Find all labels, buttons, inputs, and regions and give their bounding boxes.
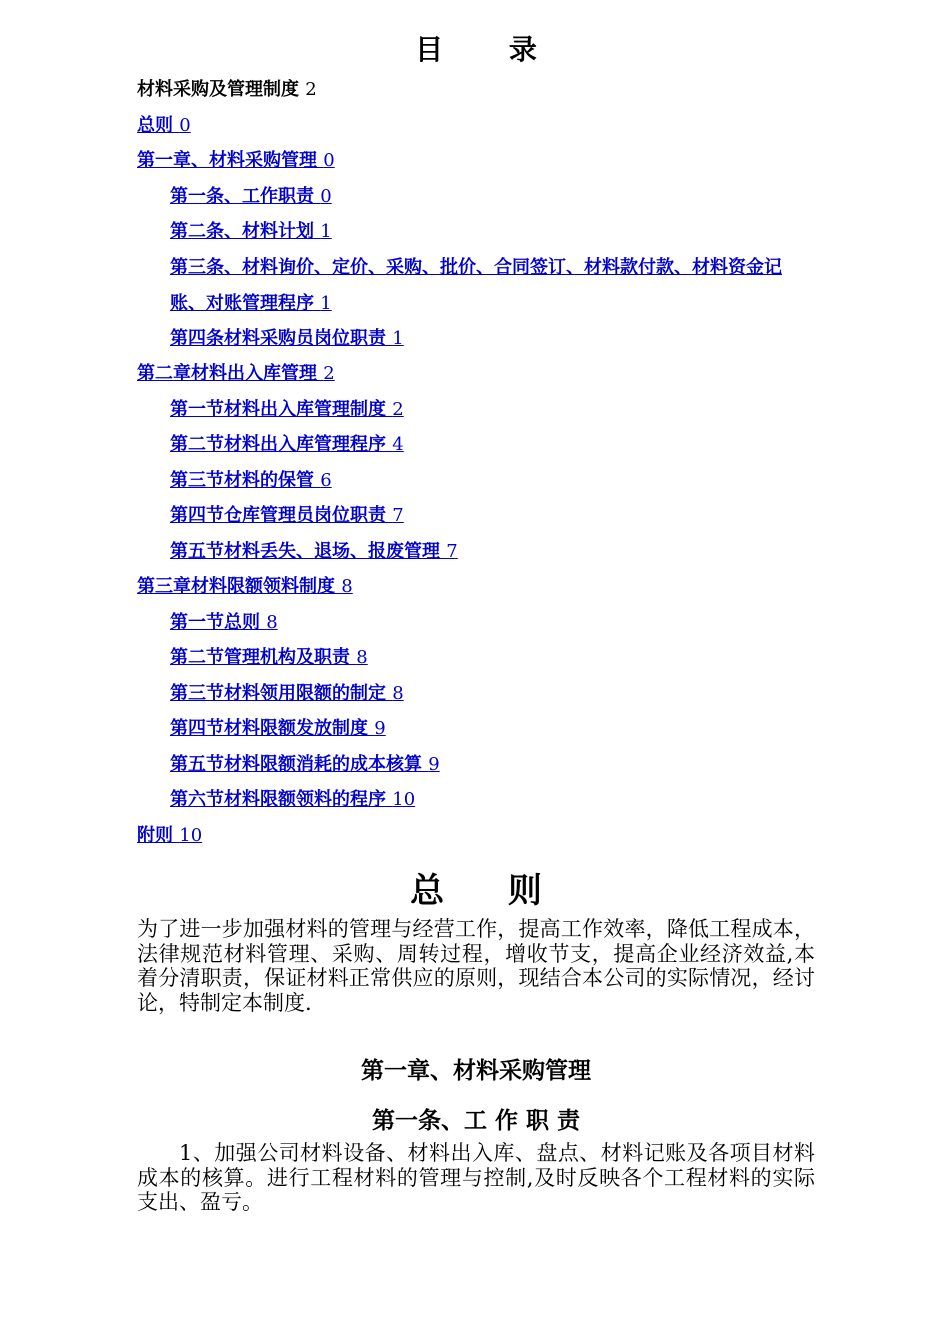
toc-link[interactable] [170, 221, 332, 242]
toc-item[interactable] [137, 250, 815, 321]
toc-item-label: 第一条、工作职责 [170, 185, 314, 207]
toc-link[interactable] [170, 505, 404, 526]
document-page [137, 28, 815, 1215]
toc-item[interactable] [137, 640, 815, 676]
toc-item[interactable] [137, 676, 815, 712]
chapter1-title: 第一章、材料采购管理 [361, 1057, 591, 1084]
toc-item-label: 第一节总则 [170, 611, 260, 633]
toc-text [137, 79, 317, 100]
toc-item-label: 材料采购及管理制度 [137, 79, 299, 100]
article1-paragraph: 1、加强公司材料设备、材料出入库、盘点、材料记账及各项目材料成本的核算。进行工程材料的管理与控制,及时反映各个工程材料的实际支出、盈亏。 [137, 1141, 815, 1214]
toc-item[interactable] [137, 569, 815, 605]
toc-link[interactable] [170, 541, 458, 562]
toc-item-page: 10 [392, 789, 416, 810]
toc-item-label: 第四条材料采购员岗位职责 [170, 327, 386, 349]
toc-link[interactable] [137, 363, 335, 384]
toc-item-page: 8 [356, 647, 368, 668]
toc-item-page: 2 [392, 398, 404, 420]
toc-item-page: 8 [266, 611, 278, 633]
toc-item-label: 第四节仓库管理员岗位职责 [170, 505, 386, 526]
toc-item[interactable] [137, 392, 815, 428]
toc-link[interactable] [137, 825, 202, 846]
toc-item-page: 8 [392, 682, 404, 704]
toc-item-page: 1 [392, 327, 404, 349]
toc-item-page: 9 [374, 718, 386, 739]
toc-item[interactable] [137, 463, 815, 499]
toc-item[interactable] [137, 214, 815, 250]
article1-title: 第一条、工 作 职 责 [371, 1107, 581, 1134]
toc-item[interactable] [137, 179, 815, 215]
toc-link[interactable] [170, 328, 404, 349]
toc-link[interactable] [137, 115, 191, 136]
toc-item-page: 10 [179, 824, 203, 846]
toc-link[interactable] [170, 718, 386, 739]
toc-item-label: 第三条、材料询价、定价、采购、批价、合同签订、材料款付款、材料资金记账、对账管理程序 [170, 256, 782, 314]
toc-item[interactable] [137, 605, 815, 641]
toc-item-page: 1 [320, 221, 332, 242]
toc-item[interactable] [137, 498, 815, 534]
toc-item-label: 第三节材料的保管 [170, 469, 314, 491]
toc-link[interactable] [170, 683, 404, 704]
toc-item[interactable] [137, 534, 815, 570]
toc-item-label: 第一节材料出入库管理制度 [170, 398, 386, 420]
toc-item-page: 0 [323, 150, 335, 171]
toc-link[interactable] [170, 612, 278, 633]
toc-item-label: 附则 [137, 824, 173, 846]
toc-item[interactable] [137, 747, 815, 783]
toc-item[interactable] [137, 143, 815, 179]
toc-item-page: 0 [179, 114, 191, 136]
toc-item-page: 7 [392, 505, 404, 526]
toc-item-label: 第三章材料限额领料制度 [137, 576, 335, 597]
toc-item-label: 第二条、材料计划 [170, 221, 314, 242]
toc-item[interactable] [137, 711, 815, 747]
toc-item-label: 第四节材料限额发放制度 [170, 718, 368, 739]
toc-item-page: 2 [305, 79, 317, 100]
toc-item-label: 第五节材料限额消耗的成本核算 [170, 753, 422, 775]
toc-title: 目 录 [415, 33, 565, 66]
toc-item[interactable] [137, 356, 815, 392]
toc-item-page: 2 [323, 363, 335, 384]
toc-item[interactable] [137, 108, 815, 144]
toc-link[interactable] [170, 186, 332, 207]
toc-item [137, 72, 815, 108]
toc-link[interactable] [170, 434, 404, 455]
toc-link[interactable] [170, 789, 415, 810]
toc-link[interactable] [170, 647, 368, 668]
toc-item-label: 总则 [137, 114, 173, 136]
toc-item-page: 7 [446, 540, 458, 562]
toc-item-label: 第二节材料出入库管理程序 [170, 434, 386, 455]
toc-item-page: 6 [320, 469, 332, 491]
toc-link[interactable] [137, 576, 353, 597]
toc-item[interactable] [137, 427, 815, 463]
toc-list [137, 72, 815, 853]
toc-link[interactable] [170, 399, 404, 420]
toc-item-page: 9 [428, 753, 440, 775]
toc-item[interactable] [137, 321, 815, 357]
general-title: 总 则 [410, 871, 568, 911]
toc-link[interactable] [137, 150, 335, 171]
toc-item-label: 第二节管理机构及职责 [170, 647, 350, 668]
toc-link[interactable] [170, 257, 782, 314]
toc-item-label: 第六节材料限额领料的程序 [170, 789, 386, 810]
toc-item-page: 0 [320, 185, 332, 207]
toc-item-page: 1 [320, 292, 332, 314]
toc-item-label: 第一章、材料采购管理 [137, 150, 317, 171]
toc-link[interactable] [170, 754, 440, 775]
toc-link[interactable] [170, 470, 332, 491]
toc-item-label: 第五节材料丢失、退场、报废管理 [170, 540, 440, 562]
toc-item-label: 第二章材料出入库管理 [137, 363, 317, 384]
toc-item-page: 8 [341, 576, 353, 597]
toc-item-page: 4 [392, 434, 404, 455]
toc-item-label: 第三节材料领用限额的制定 [170, 682, 386, 704]
toc-item[interactable] [137, 818, 815, 854]
toc-item[interactable] [137, 782, 815, 818]
general-paragraph: 为了进一步加强材料的管理与经营工作，提高工作效率，降低工程成本，法律规范材料管理、采购、周转过程，增收节支，提高企业经济效益,本着分清职责，保证材料正常供应的原则，现结合本公司的实际情况，经讨论，特制定本制度. [137, 917, 815, 1015]
